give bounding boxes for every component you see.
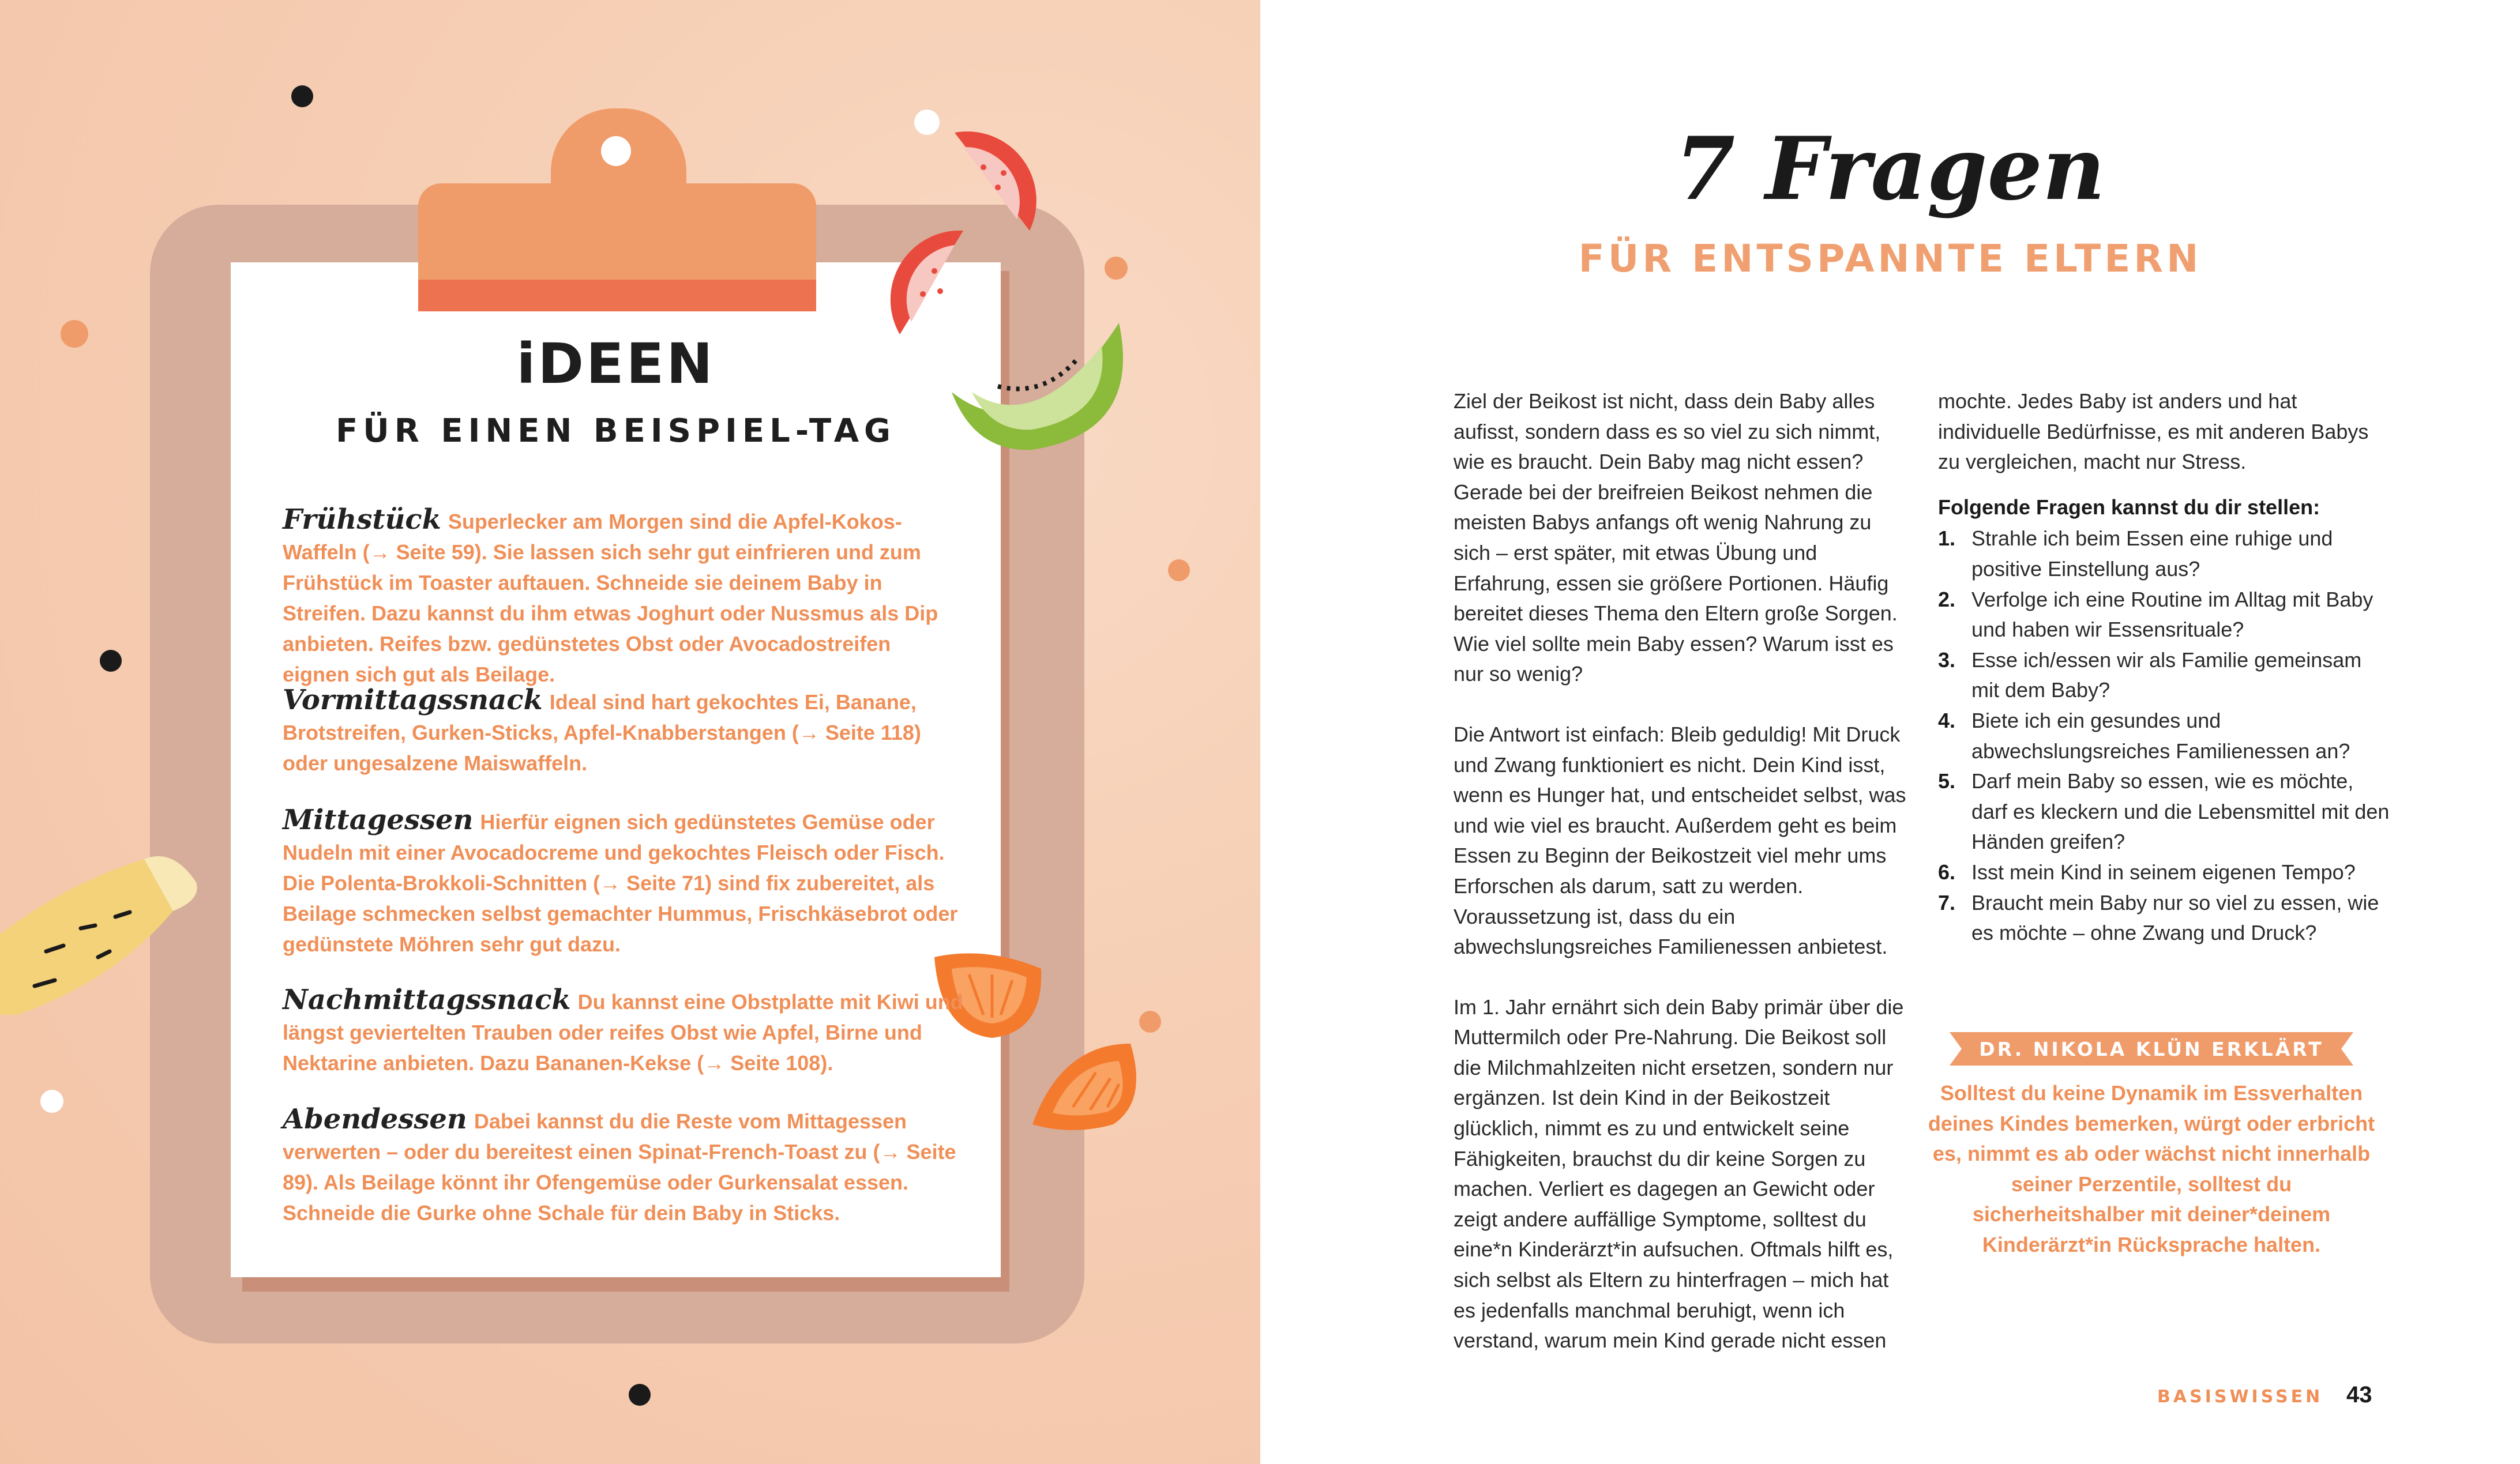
meal-name: Nachmittagssnack <box>283 984 571 1016</box>
body-paragraph: Im 1. Jahr ernährt sich dein Baby primär über die Muttermilch oder Pre-Nahrung. Die Beikost soll die Milchmahlzeiten nicht ersetzen, sondern nur ergänzen. Ist dein Kind in der Beikostzeit glücklich, nimmt es zu und entwickelt seine Fähigkeiten, brauchst du dir keine Sorgen zu machen. Verliert es dagegen an Gewicht oder zeigt andere auffällige Symptome, solltest du eine*n Kinderärzt*in aufsuchen. Oftmals hilft es, sich selbst als Eltern zu hinterfragen – mich hat es jedenfalls manchmal beruhigt, wenn ich verstand, warum mein Kind gerade nicht essen <box>1454 995 1904 1353</box>
question-number: 7. <box>1938 890 1956 914</box>
meal-text: Dabei kannst du die Reste vom Mittagessen verwerten – oder du bereitest einen Spinat-French-Toast zu (→ Seite 89). Als Beilage könnt ihr Ofengemüse oder Gurkensalat essen. Schneide die Gurke ohne Schale für dein Baby in Sticks. <box>283 1109 956 1225</box>
decor-dot <box>629 1384 651 1406</box>
meal-name: Mittagessen <box>283 804 474 836</box>
question-number: 6. <box>1938 860 1956 884</box>
decor-dot <box>40 1090 63 1113</box>
question-text: Esse ich/essen wir als Familie gemeinsam mit dem Baby? <box>1971 648 2362 702</box>
question-number: 1. <box>1938 526 1956 551</box>
list-item <box>1938 857 2394 888</box>
meal-text: Du kannst eine Obstplatte mit Kiwi und längst geviertelten Trauben oder reifes Obst wie Apfel, Birne und Nektarine anbieten. Dazu Bananen-Kekse (→ Seite 108). <box>283 990 963 1075</box>
meal-name: Frühstück <box>283 503 441 536</box>
questions-list <box>1938 524 2394 948</box>
meal-vormittagssnack <box>283 685 963 778</box>
question-text: Strahle ich beim Essen eine ruhige und positive Einstellung aus? <box>1971 526 2333 581</box>
page-number: 43 <box>2346 1382 2372 1407</box>
list-item <box>1938 706 2394 766</box>
question-number: 3. <box>1938 648 1956 672</box>
text-column-left <box>1454 386 1909 1386</box>
mandarin-segment-icon <box>1027 1038 1148 1136</box>
question-text: Darf mein Baby so essen, wie es möchte, darf es kleckern und die Lebensmittel mit den Händen greifen? <box>1971 769 2390 854</box>
decor-dot <box>1139 1011 1161 1033</box>
ideen-title: iDEEN <box>516 332 715 396</box>
question-number: 4. <box>1938 708 1956 732</box>
body-paragraph: Ziel der Beikost ist nicht, dass dein Baby alles aufisst, sondern dass es so viel zu sich nimmt, wie es braucht. Dein Baby mag nicht essen? Gerade bei der breifreien Beikost nehmen die meisten Babys anfangs oft wenig Nahrung zu sich – erst später, mit etwas Übung und Erfahrung, essen sie größere Portionen. Häufig bereitet dieses Thema den Eltern große Sorgen. Wie viel sollte mein Baby essen? Warum isst es nur so wenig? <box>1454 389 1898 686</box>
fragen-subtitle: FÜR ENTSPANNTE ELTERN <box>1578 236 2202 281</box>
meal-text: Ideal sind hart gekochtes Ei, Banane, Brotstreifen, Gurken-Sticks, Apfel-Knabberstangen (→ Seite 118) oder ungesalzene Maiswaffeln. <box>283 690 921 775</box>
question-text: Isst mein Kind in seinem eigenen Tempo? <box>1971 860 2356 884</box>
list-item <box>1938 524 2394 584</box>
clip-band <box>418 280 816 311</box>
meal-nachmittagssnack <box>283 985 963 1078</box>
meal-name: Abendessen <box>283 1103 467 1135</box>
meal-text: Superlecker am Morgen sind die Apfel-Kokos-Waffeln (→ Seite 59). Sie lassen sich sehr gut einfrieren und zum Frühstück im Toaster auftauen. Schneide sie deinem Baby in Streifen. Dazu kannst du ihm etwas Joghurt oder Nussmus als Dip anbieten. Reifes bzw. gedünstetes Obst oder Avocadostreifen eignen sich gut als Beilage. <box>283 510 938 686</box>
question-text: Braucht mein Baby nur so viel zu essen, wie es möchte – ohne Zwang und Druck? <box>1971 890 2379 945</box>
meal-fruehstueck <box>283 505 963 690</box>
decor-dot <box>291 85 313 107</box>
meal-name: Vormittagssnack <box>283 684 543 716</box>
ideen-subtitle: FÜR EINEN BEISPIEL-TAG <box>335 412 896 450</box>
question-number: 2. <box>1938 587 1956 611</box>
list-item <box>1938 585 2394 645</box>
expert-label: DR. NIKOLA KLÜN ERKLÄRT <box>1979 1038 2324 1060</box>
meal-mittagessen <box>283 805 963 959</box>
body-paragraph: mochte. Jedes Baby ist anders und hat individuelle Bedürfnisse, es mit anderen Babys zu vergleichen, macht nur Stress. <box>1938 389 2369 474</box>
decor-dot <box>100 650 122 672</box>
list-item <box>1938 888 2394 949</box>
meal-text: Hierfür eignen sich gedünstetes Gemüse oder Nudeln mit einer Avocadocreme und gekochtes Fleisch oder Fisch. Die Polenta-Brokkoli-Schnitten (→ Seite 71) sind fix zubereitet, als Beilage schmecken selbst gemachter Hummus, Frischkäsebrot oder gedünstete Möhren sehr gut dazu. <box>283 810 958 956</box>
text-column-right <box>1938 386 2394 949</box>
list-item <box>1938 766 2394 857</box>
clip-hole <box>601 136 631 166</box>
body-paragraph: Die Antwort ist einfach: Bleib geduldig! Mit Druck und Zwang funktioniert es nicht. Dein Kind isst, wenn es Hunger hat, und entscheidet selbst, was und wie viel es braucht. Außerdem geht es beim Essen zu Beginn der Beikostzeit viel mehr ums Erforschen als darum, satt zu werden. Voraussetzung ist, dass du ein abwechslungsreiches Familienessen anbietest. <box>1454 722 1906 959</box>
fragen-title: 7 Fragen <box>1674 118 2106 220</box>
list-item <box>1938 645 2394 706</box>
decor-dot <box>1168 559 1190 581</box>
footer-section-label: BASISWISSEN <box>2157 1387 2323 1407</box>
decor-dot <box>61 320 88 348</box>
expert-text: Solltest du keine Dynamik im Essverhalten deines Kindes bemerken, würgt oder erbricht es, nimmt es ab oder wächst nicht innerhalb seiner Perzentile, solltest du sicherheitshalber mit deiner*deinem Kinderärzt*in Rücksprache halten. <box>1928 1081 2375 1256</box>
question-text: Verfolge ich eine Routine im Alltag mit Baby und haben wir Essensrituale? <box>1971 587 2373 642</box>
banana-icon <box>0 848 208 1021</box>
meal-abendessen <box>283 1104 963 1228</box>
decor-dot <box>914 110 940 135</box>
decor-dot <box>1105 257 1128 280</box>
question-text: Biete ich ein gesundes und abwechslungsreiches Familienessen an? <box>1971 708 2350 763</box>
question-number: 5. <box>1938 769 1956 793</box>
questions-heading: Folgende Fragen kannst du dir stellen: <box>1938 495 2320 519</box>
